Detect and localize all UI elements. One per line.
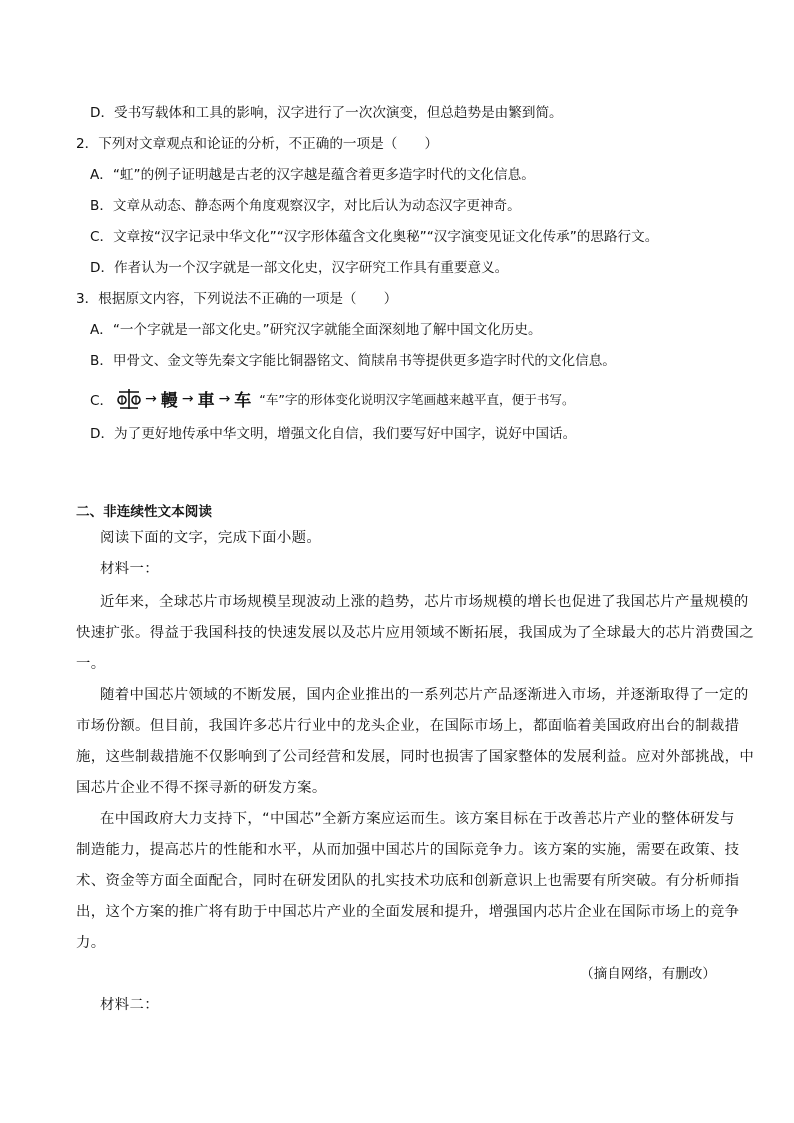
q2-option-c: C．文章按“汉字记录中华文化”“汉字形体蕴含文化奥秘”“汉字演变见证文化传承”的思路行文。 [90,229,659,245]
arrow-icon: → [145,390,157,407]
q2-option-b: B．文章从动态、静态两个角度观察汉字，对比后认为动态汉字更神奇。 [90,198,521,214]
paragraph-1-line: 快速扩张。得益于我国科技的快速发展以及芯片应用领域不断拓展，我国成为了全球最大的芯片消费国之 [76,625,755,641]
arrow-icon: → [181,390,194,407]
q1-option-d: D．受书写载体和工具的影响，汉字进行了一次次演变，但总趋势是由繁到简。 [90,105,563,121]
paragraph-3-line: 出，这个方案的推广将有助于中国芯片产业的全面发展和提升，增强国内芯片企业在国际市场上的竞争 [76,904,740,920]
q3-option-b: B．甲骨文、金文等先秦文字能比铜器铭文、简牍帛书等提供更多造字时代的文化信息。 [90,353,616,369]
material1-label: 材料一： [100,561,159,577]
q2-option-d: D．作者认为一个汉字就是一部文化史，汉字研究工作具有重要意义。 [90,260,509,276]
paragraph-3-line: 力。 [76,935,106,951]
paragraph-3-line: 在中国政府大力支持下，“中国芯”全新方案应运而生。该方案目标在于改善芯片产业的整体研发与 [100,811,735,827]
oracle-bone-che-glyph-icon [117,388,141,410]
source-note: （摘自网络，有删改） [580,966,716,982]
paragraph-2-line: 国芯片企业不得不探寻新的研发方案。 [76,780,327,796]
paragraph-2-line: 随着中国芯片领域的不断发展，国内企业推出的一系列芯片产品逐渐进入市场，并逐渐取得了一定的 [100,687,749,703]
simplified-che-glyph: 车 [234,391,252,411]
q3-option-c-label: C． [90,392,114,409]
paragraph-3-line: 制造能力，提高芯片的性能和水平，从而加强中国芯片的国际竞争力。该方案的实施，需要在政策、技 [76,842,740,858]
paragraph-1-line: 近年来，全球芯片市场规模呈现波动上涨的趋势，芯片市场规模的增长也促进了我国芯片产量规模的 [100,594,749,610]
instruction: 阅读下面的文字，完成下面小题。 [100,530,322,546]
q3-option-c [90,386,575,411]
section-heading: 二、非连续性文本阅读 [76,504,212,520]
material2-label: 材料二： [100,997,159,1013]
paragraph-1-line: 一。 [76,656,106,672]
q2-option-a: A．“虹”的例子证明越是古老的汉字越是蕴含着更多造字时代的文化信息。 [90,167,535,183]
q3-option-a: A．“一个字就是一部文化史。”研究汉字就能全面深刻地了解中国文化历史。 [90,322,542,338]
q3-option-c-text: “车”字的形体变化说明汉字笔画越来越平直，便于书写。 [259,392,575,407]
seal-che-glyph: 䡬 [160,391,178,411]
q3-option-d: D．为了更好地传承中华文明，增强文化自信，我们要写好中国字，说好中国话。 [90,426,577,442]
paragraph-2-line: 施，这些制裁措施不仅影响到了公司经营和发展，同时也损害了国家整体的发展利益。应对外部挑战，中 [76,749,755,765]
paragraph-2-line: 市场份额。但目前，我国许多芯片行业中的龙头企业，在国际市场上，都面临着美国政府出台的制裁措 [76,718,740,734]
arrow-icon: → [218,390,231,407]
q3-stem: 3．根据原文内容，下列说法不正确的一项是（ ） [76,291,398,307]
q2-stem: 2．下列对文章观点和论证的分析，不正确的一项是（ ） [76,136,439,152]
traditional-che-glyph: 車 [197,391,215,411]
paragraph-3-line: 术、资金等方面全面配合，同时在研发团队的扎实技术功底和创新意识上也需要有所突破。有分析师指 [76,873,740,889]
